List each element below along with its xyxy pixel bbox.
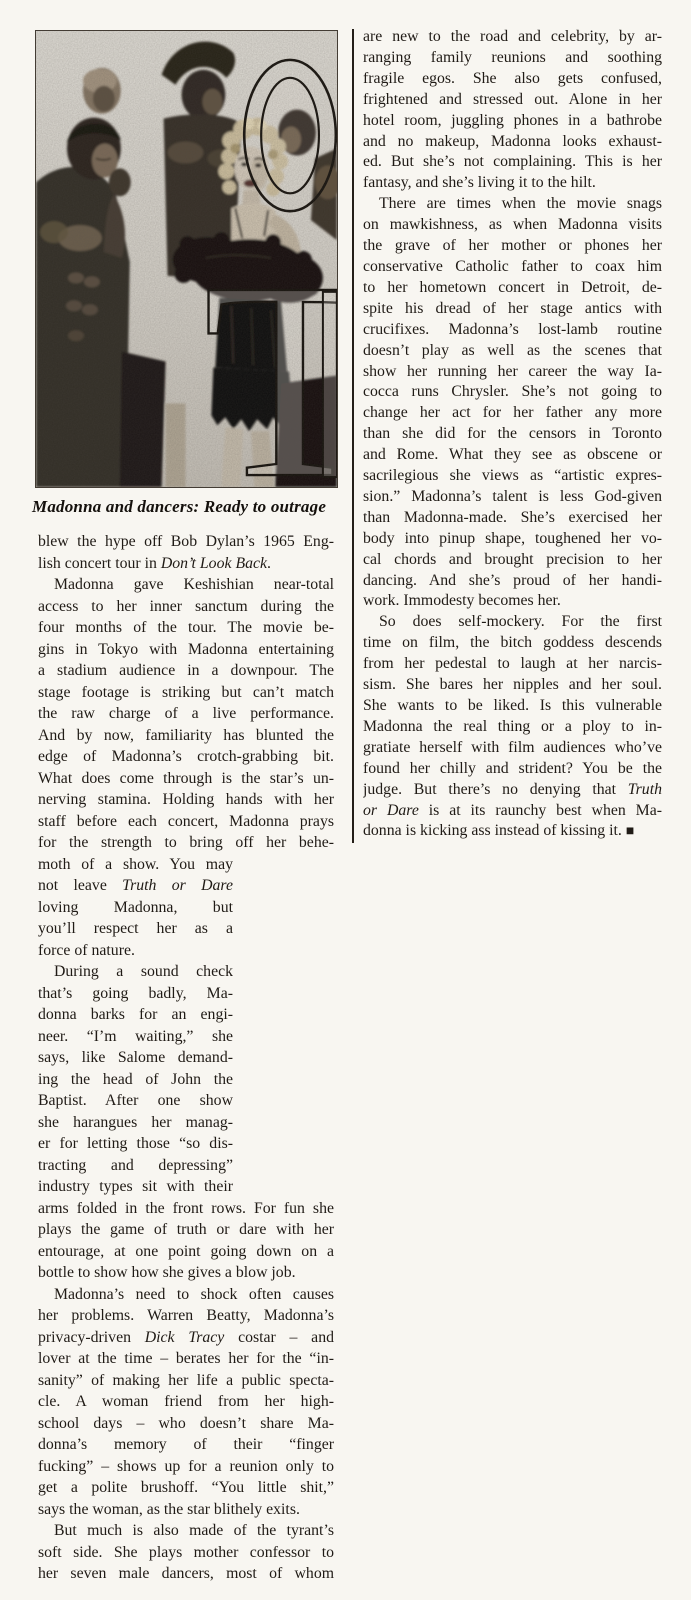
text-line: her problems. Warren Beatty, Madonna’s bbox=[38, 1307, 334, 1324]
text-line: donna is kicking ass instead of kissing it. ■ bbox=[363, 822, 635, 840]
text-line: plays the game of truth or dare with her bbox=[38, 1221, 334, 1238]
work-title-italic: or Dare bbox=[363, 801, 419, 819]
text-line: work. Immodesty becomes her. bbox=[363, 592, 561, 610]
text-line: industry types sit with their bbox=[38, 1178, 233, 1195]
text-line: sacrilegious she views as “artistic expres- bbox=[363, 467, 662, 485]
text-line: a stadium audience in a downpour. The bbox=[38, 662, 334, 679]
text-line: cle. A woman friend from her high- bbox=[38, 1393, 334, 1410]
text-line: get a polite brushoff. “You little shit,” bbox=[38, 1479, 334, 1496]
text-line: sanity” of making her life a public specta- bbox=[38, 1371, 334, 1389]
text-line: school days – who doesn’t share Ma- bbox=[38, 1414, 334, 1432]
text-line: sism. She bares her nipples and her soul. bbox=[363, 676, 662, 694]
text-line: ing the head of John the bbox=[38, 1070, 233, 1088]
text-line: gins in Tokyo with Madonna entertaining bbox=[38, 640, 334, 658]
text-line: found her chilly and strident? You be the bbox=[363, 759, 662, 777]
text-line: conservative Catholic father to coax him bbox=[363, 257, 662, 275]
text-line: lover at the time – berates her for the “in- bbox=[38, 1350, 334, 1367]
text-line: to her hometown concert in Detroit, de- bbox=[363, 278, 662, 296]
text-line: or Dare is at its raunchy best when Ma- bbox=[363, 801, 662, 819]
text-line: time on film, the bitch goddess descends bbox=[363, 634, 662, 652]
text-line: She wants to be liked. Is this vulnerable bbox=[363, 697, 662, 714]
text-line: tracting and depressing” bbox=[38, 1156, 233, 1174]
text-line: soft side. She plays mother confessor to bbox=[38, 1543, 334, 1561]
film-grain-overlay bbox=[36, 31, 337, 487]
text-line: So does self-mockery. For the first bbox=[379, 613, 662, 631]
article-photo bbox=[35, 30, 338, 488]
text-line: cocca runs Chrysler. She’s not going to bbox=[363, 383, 662, 401]
text-line: says the woman, as the star blithely exits. bbox=[38, 1500, 300, 1518]
text-line: stage footage is striking but can’t match bbox=[38, 683, 334, 701]
text-line: neer. “I’m waiting,” she bbox=[38, 1027, 233, 1045]
text-line: Madonna’s need to shock often causes bbox=[54, 1285, 334, 1303]
text-line: you’ll respect her as a bbox=[38, 920, 233, 937]
text-line: bottle to show how she gives a blow job. bbox=[38, 1264, 296, 1281]
text-line: Madonna gave Keshishian near-total bbox=[54, 576, 334, 593]
text-line: edge of Madonna’s crotch-grabbing bit. bbox=[38, 748, 334, 765]
text-line: spite his dread of her stage antics with bbox=[363, 299, 662, 317]
text-line: lish concert tour in Don’t Look Back. bbox=[38, 554, 271, 572]
text-line: the grave of her mother or phones her bbox=[363, 237, 662, 255]
text-line: her seven male dancers, most of whom bbox=[38, 1565, 334, 1582]
text-line: nerving stamina. Holding hands with her bbox=[38, 791, 334, 808]
text-line: on mawkishness, as when Madonna visits bbox=[363, 216, 662, 234]
text-line: er for letting those “so dis- bbox=[38, 1135, 233, 1152]
text-line: that’s going badly, Ma- bbox=[38, 984, 233, 1002]
work-title-italic: Don’t Look Back bbox=[160, 554, 268, 572]
text-line: fantasy, and she’s living it to the hilt. bbox=[363, 174, 596, 192]
text-line: There are times when the movie snags bbox=[379, 195, 662, 213]
text-line: and no makeup, Madonna looks exhaust- bbox=[363, 132, 662, 150]
text-line: access to her inner sanctum during the bbox=[38, 597, 334, 615]
text-line: But much is also made of the tyrant’s bbox=[54, 1522, 334, 1539]
work-title-italic: Truth or Dare bbox=[122, 877, 233, 894]
text-line: moth of a show. You may bbox=[38, 855, 233, 873]
text-line: fucking” – shows up for a reunion only to bbox=[38, 1457, 334, 1475]
text-line: than she did for the censors in Toronto bbox=[363, 425, 662, 443]
text-line: and Rome. What they see as obscene or bbox=[363, 446, 662, 464]
text-line: for the strength to bring off her behe- bbox=[38, 834, 334, 851]
photo-caption: Madonna and dancers: Ready to outrage bbox=[32, 497, 327, 516]
text-line: And by now, familiarity has blunted the bbox=[38, 726, 334, 744]
work-title-italic: Truth bbox=[627, 780, 662, 798]
text-line: from her pedestal to laugh at her narcis- bbox=[363, 655, 662, 673]
text-line: says, like Salome demand- bbox=[38, 1049, 233, 1066]
text-line: gratiate herself with film audiences who’ve bbox=[363, 738, 662, 756]
text-line: body into pinup shape, toughened her vo- bbox=[363, 529, 662, 547]
text-line: hotel room, juggling phones in a bathrobe bbox=[363, 111, 662, 129]
text-line: change her act for her father any more bbox=[363, 404, 662, 422]
text-line: doesn’t play as well as the scenes that bbox=[363, 341, 662, 359]
text-line: frightened and stressed out. Alone in her bbox=[363, 90, 662, 108]
column-divider bbox=[352, 29, 354, 843]
text-line: What does come through is the star’s un- bbox=[38, 769, 334, 787]
text-line: the raw charge of a live performance. bbox=[38, 705, 334, 722]
text-line: force of nature. bbox=[38, 941, 135, 959]
text-line: fragile egos. She also gets confused, bbox=[363, 69, 662, 87]
text-line: than Madonna-made. She’s exercised her bbox=[363, 508, 662, 526]
left-column bbox=[38, 531, 334, 1585]
text-line: she harangues her manag- bbox=[38, 1113, 233, 1131]
work-title-italic: Dick Tracy bbox=[144, 1328, 225, 1346]
text-line: donna’s memory of their “finger bbox=[38, 1436, 334, 1453]
text-line: staff before each concert, Madonna prays bbox=[38, 812, 334, 830]
text-line: arms folded in the front rows. For fun she bbox=[38, 1199, 334, 1217]
text-line: entourage, at one point going down on a bbox=[38, 1242, 334, 1260]
text-line: donna barks for an engi- bbox=[38, 1006, 233, 1023]
text-line: dancing. And she’s proud of her handi- bbox=[363, 571, 662, 589]
right-column bbox=[363, 27, 662, 843]
text-line: loving Madonna, but bbox=[38, 898, 233, 916]
text-line: Madonna the real thing or a ploy to in- bbox=[363, 717, 662, 735]
text-line: judge. But there’s no denying that Truth bbox=[363, 780, 662, 798]
text-line: ranging family reunions and soothing bbox=[363, 48, 662, 66]
text-line: crucifixes. Madonna’s lost-lamb routine bbox=[363, 320, 662, 338]
text-line: not leave Truth or Dare bbox=[38, 877, 233, 894]
text-line: During a sound check bbox=[54, 963, 233, 980]
text-line: cal chords and brought precision to her bbox=[363, 550, 662, 568]
text-line: sion.” Madonna’s talent is less God-given bbox=[363, 487, 662, 505]
text-line: are new to the road and celebrity, by ar- bbox=[363, 28, 662, 45]
text-line: ed. But she’s not complaining. This is her bbox=[363, 153, 662, 171]
text-line: Baptist. After one show bbox=[38, 1092, 233, 1109]
text-line: privacy-driven Dick Tracy costar – and bbox=[38, 1328, 334, 1346]
text-line: show her running her career the way Ia- bbox=[363, 362, 662, 380]
end-of-article-mark: ■ bbox=[625, 824, 635, 840]
text-line: blew the hype off Bob Dylan’s 1965 Eng- bbox=[38, 533, 334, 550]
photo-image bbox=[36, 31, 337, 487]
text-line: four months of the tour. The movie be- bbox=[38, 619, 334, 636]
